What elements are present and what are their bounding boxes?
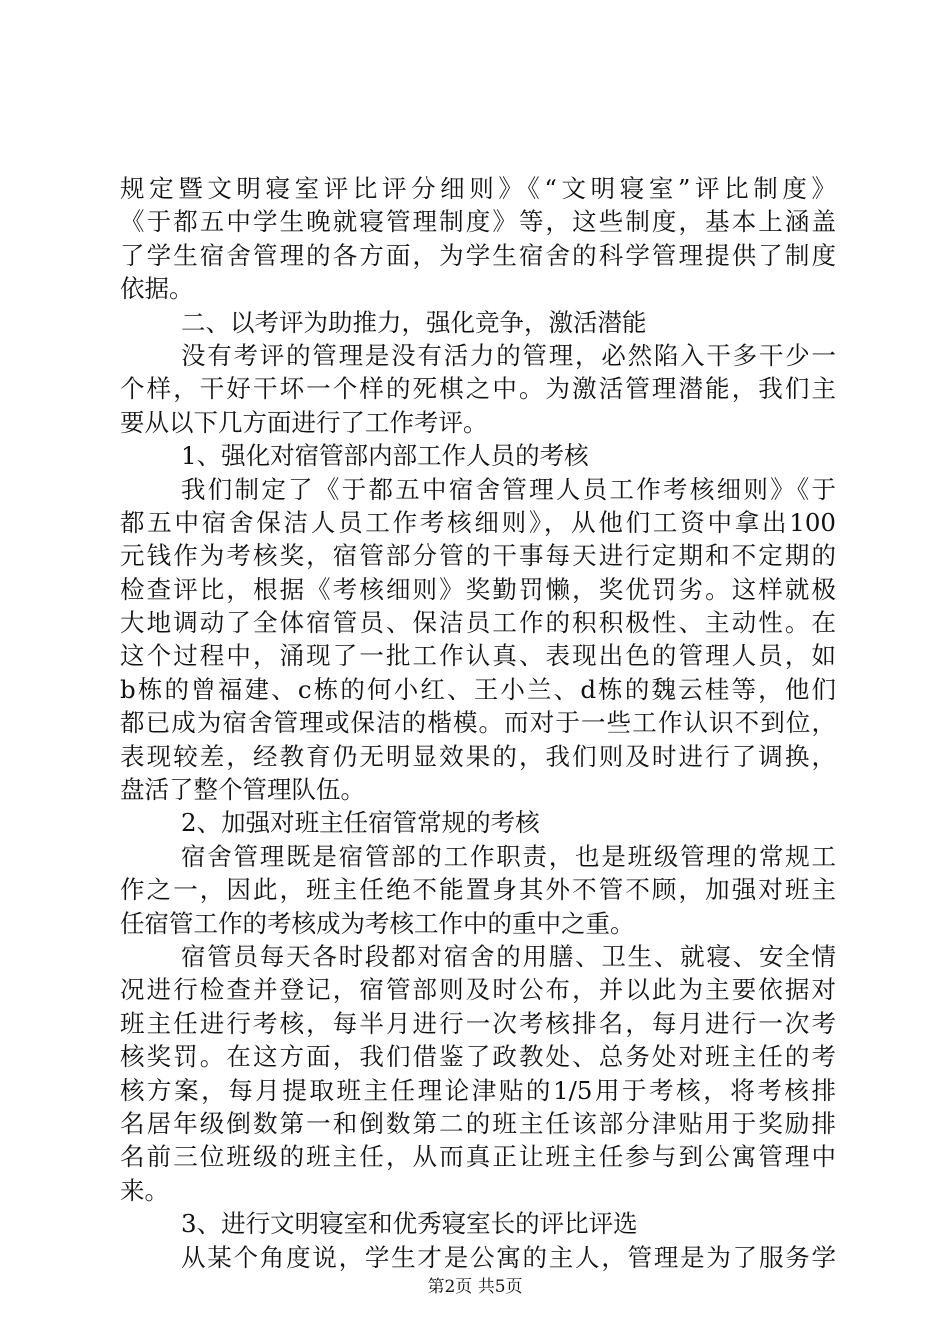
page-footer: 第2页 共5页 — [427, 1277, 523, 1297]
text-line: 核奖罚。在这方面，我们借鉴了政教处、总务处对班主任的考 — [120, 1042, 836, 1072]
text-line: 这个过程中，涌现了一批工作认真、表现出色的管理人员，如 — [120, 641, 836, 671]
text-line: 班主任进行考核，每半月进行一次考核排名，每月进行一次考 — [120, 1008, 836, 1038]
text-line: 况进行检查并登记，宿管部则及时公布，并以此为主要依据对 — [120, 975, 836, 1005]
text-line: 2、加强对班主任宿管常规的考核 — [181, 808, 540, 838]
text-line: 没有考评的管理是没有活力的管理，必然陷入干多干少一 — [181, 340, 836, 370]
text-line: 规定暨文明寝室评比评分细则》《“文明寝室”评比制度》 — [120, 174, 836, 203]
text-line: 核方案，每月提取班主任理论津贴的1/5用于考核，将考核排 — [120, 1075, 836, 1105]
text-line: 1、强化对宿管部内部工作人员的考核 — [181, 441, 589, 471]
text-line: 了学生宿舍管理的各方面，为学生宿舍的科学管理提供了制度 — [120, 240, 836, 270]
text-line: 个样，干好干坏一个样的死棋之中。为激活管理潜能，我们主 — [120, 374, 836, 404]
text-line: 任宿管工作的考核成为考核工作中的重中之重。 — [120, 908, 635, 938]
text-line: 要从以下几方面进行了工作考评。 — [120, 407, 488, 437]
text-line: 作之一，因此，班主任绝不能置身其外不管不顾，加强对班主 — [120, 875, 836, 905]
text-line: 检查评比，根据《考核细则》奖勤罚懒，奖优罚劣。这样就极 — [120, 574, 836, 604]
text-line: 我们制定了《于都五中宿舍管理人员工作考核细则》《于 — [181, 474, 836, 504]
text-line: b栋的曾福建、c栋的何小红、王小兰、d栋的魏云桂等，他们 — [120, 674, 836, 704]
text-line: 来。 — [120, 1175, 169, 1205]
text-line: 都五中宿舍保洁人员工作考核细则》，从他们工资中拿出100 — [120, 507, 836, 537]
document-body — [120, 172, 836, 1274]
text-line: 名居年级倒数第一和倒数第二的班主任该部分津贴用于奖励排 — [120, 1108, 836, 1138]
text-line: 名前三位班级的班主任，从而真正让班主任参与到公寓管理中 — [120, 1142, 836, 1172]
text-line: 表现较差，经教育仍无明显效果的，我们则及时进行了调换， — [120, 741, 836, 771]
text-line: 二、以考评为助推力，强化竞争，激活潜能 — [181, 307, 647, 337]
text-line: 依据。 — [120, 274, 194, 304]
text-line: 《于都五中学生晚就寝管理制度》等，这些制度，基本上涵盖 — [120, 207, 836, 237]
text-line: 宿管员每天各时段都对宿舍的用膳、卫生、就寝、安全情 — [181, 941, 836, 971]
text-line: 元钱作为考核奖，宿管部分管的干事每天进行定期和不定期的 — [120, 541, 836, 571]
text-line: 盘活了整个管理队伍。 — [120, 775, 365, 805]
text-line: 宿舍管理既是宿管部的工作职责，也是班级管理的常规工 — [181, 841, 836, 871]
text-line: 3、进行文明寝室和优秀寝室长的评比评选 — [181, 1209, 638, 1239]
text-line: 大地调动了全体宿管员、保洁员工作的积积极性、主动性。在 — [120, 608, 836, 638]
text-line: 从某个角度说，学生才是公寓的主人，管理是为了服务学 — [181, 1242, 836, 1272]
text-line: 都已成为宿舍管理或保洁的楷模。而对于一些工作认识不到位， — [120, 708, 836, 738]
